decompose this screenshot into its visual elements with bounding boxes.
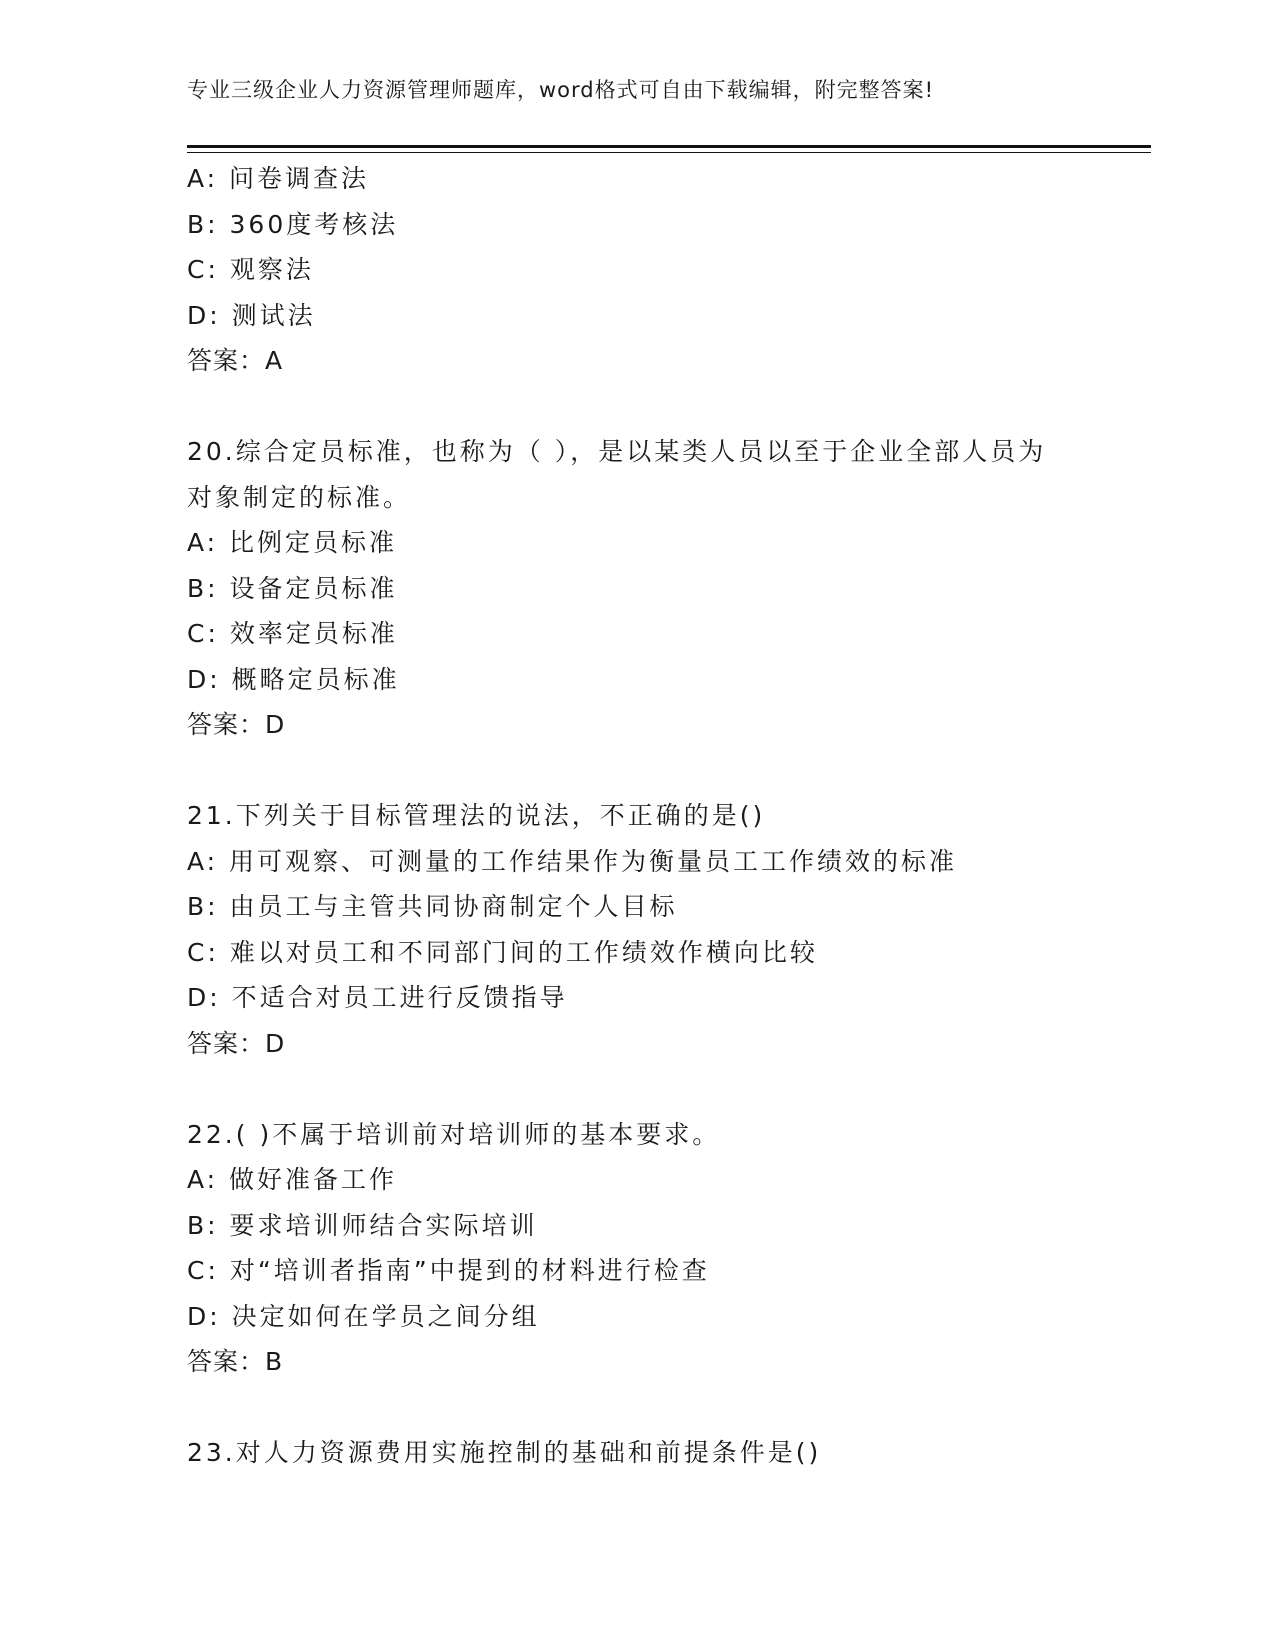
page-header-title: 专业三级企业人力资源管理师题库，word格式可自由下载编辑，附完整答案! [187,78,935,102]
question-spacer [187,748,1087,794]
option-d: D: 测试法 [187,300,316,330]
question-stem: 21.下列关于目标管理法的说法，不正确的是() [187,801,766,830]
option-b: B: 360度考核法 [187,209,399,239]
question-spacer [187,1066,1087,1112]
question-23 [187,1430,1087,1476]
question-21 [187,793,1087,1066]
question-stem: 20.综合定员标准，也称为（ ），是以某类人员以至于企业全部人员为对象制定的标准。 [187,437,1047,512]
option-d: D: 决定如何在学员之间分组 [187,1301,540,1331]
option-c: C: 对“培训者指南”中提到的材料进行检查 [187,1256,710,1285]
option-a: A: 做好准备工作 [187,1165,398,1194]
question-22 [187,1112,1087,1385]
answer-line: 答案：B [187,1347,284,1376]
question-spacer [187,1385,1087,1431]
option-b: B: 由员工与主管共同协商制定个人目标 [187,892,678,921]
option-b: B: 要求培训师结合实际培训 [187,1210,538,1240]
option-a: A: 比例定员标准 [187,528,398,557]
answer-line: 答案：D [187,710,286,739]
option-d: D: 概略定员标准 [187,664,400,694]
answer-line: 答案：D [187,1028,286,1058]
header-divider-thin [187,152,1151,153]
option-b: B: 设备定员标准 [187,573,398,603]
question-spacer [187,384,1087,430]
option-a: A: 用可观察、可测量的工作结果作为衡量员工工作绩效的标准 [187,846,958,876]
option-c: C: 难以对员工和不同部门间的工作绩效作横向比较 [187,937,818,967]
question-stem: 23.对人力资源费用实施控制的基础和前提条件是() [187,1438,822,1467]
question-20 [187,429,1087,748]
question-19 [187,156,1087,384]
header-divider-thick [187,145,1151,148]
option-c: C: 观察法 [187,255,314,284]
question-list [187,156,1087,1476]
option-c: C: 效率定员标准 [187,619,398,648]
option-a: A: 问卷调查法 [187,164,370,193]
question-stem: 22.( )不属于培训前对培训师的基本要求。 [187,1119,721,1149]
option-d: D: 不适合对员工进行反馈指导 [187,983,568,1012]
answer-line: 答案：A [187,346,284,375]
